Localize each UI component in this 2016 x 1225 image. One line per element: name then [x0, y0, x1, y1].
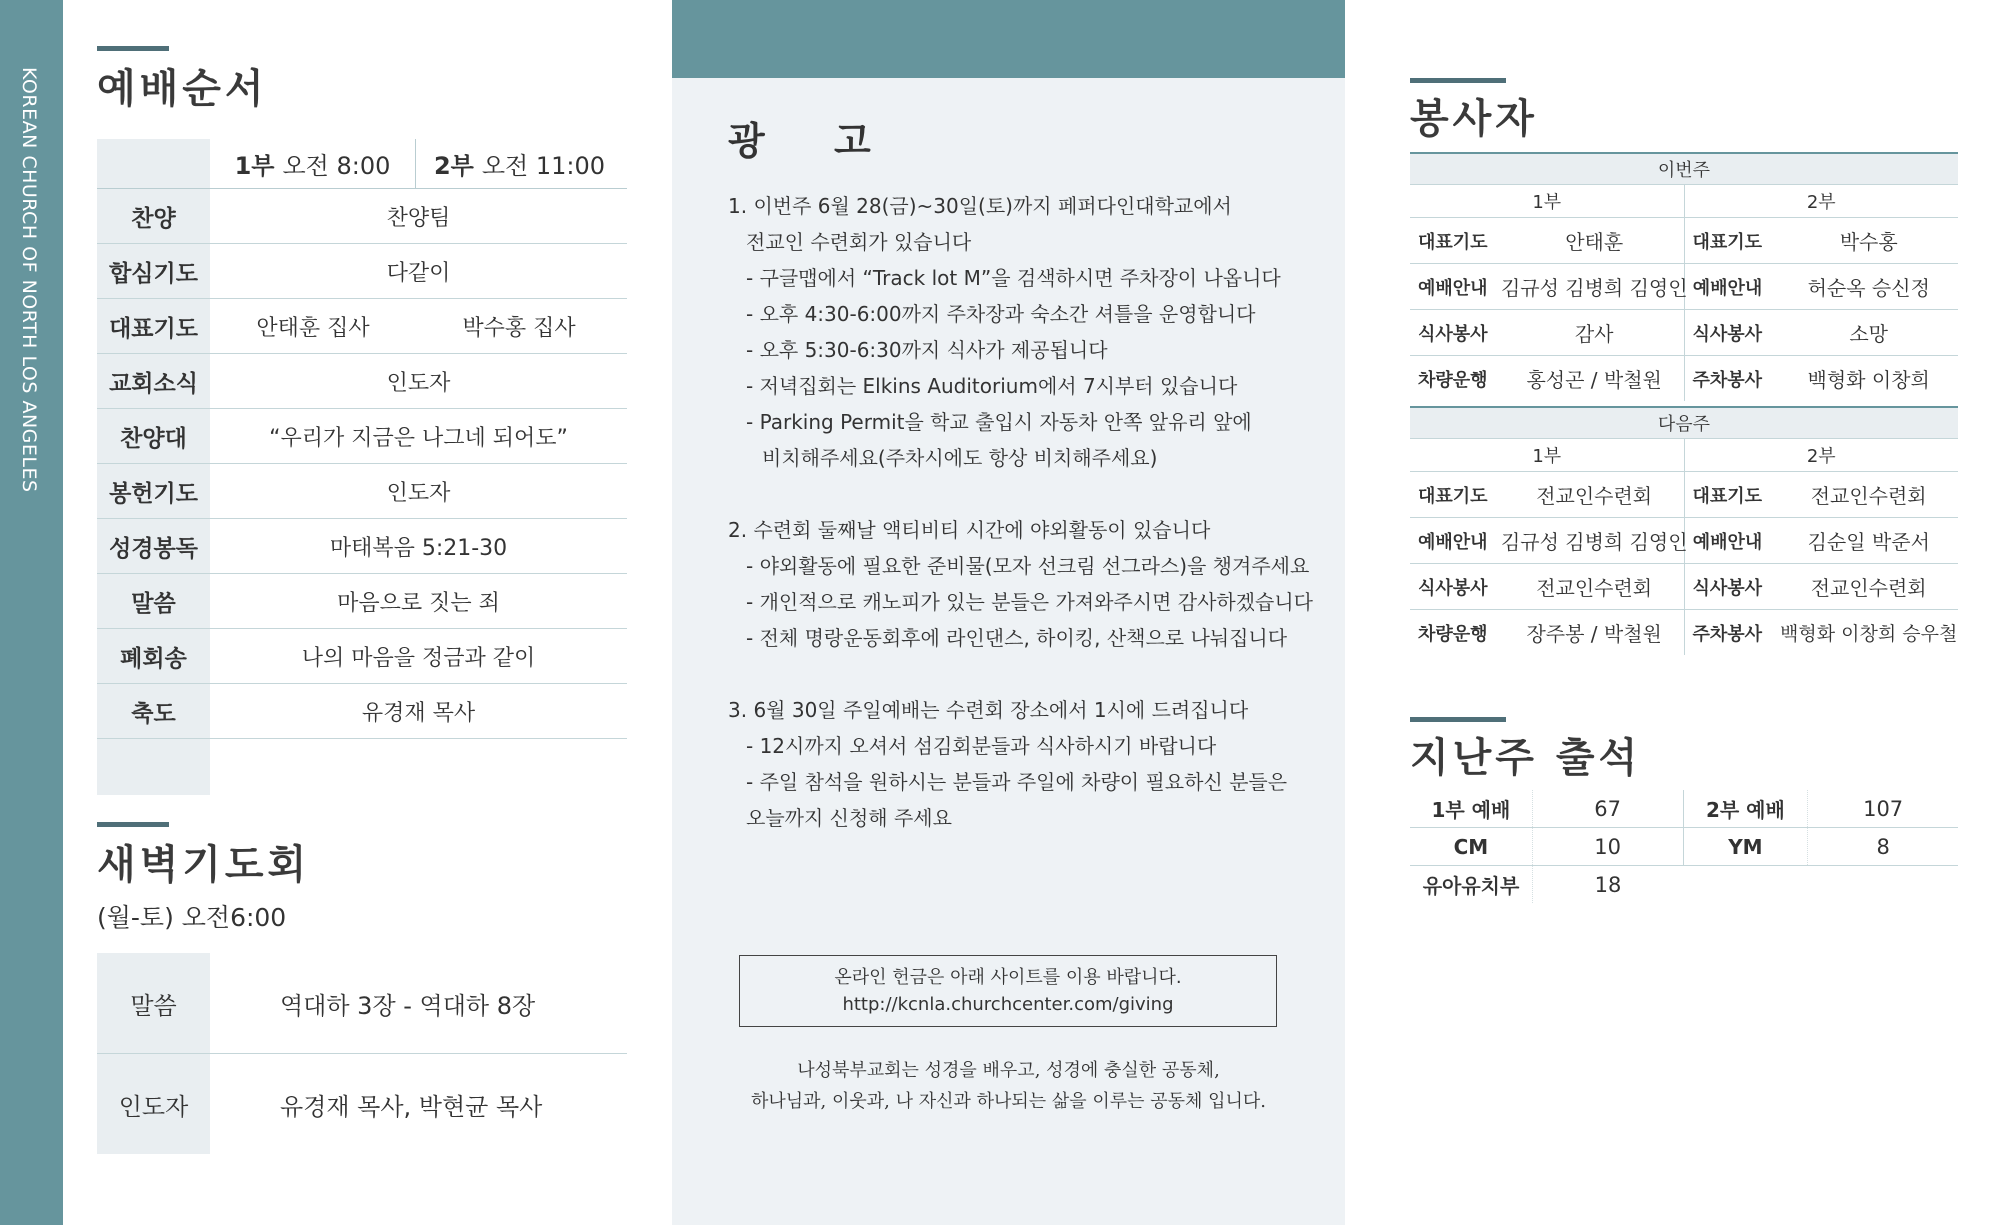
table-row	[1410, 564, 1958, 610]
volunteer-name: 허순옥 승신정	[1807, 276, 1930, 300]
row-label: 축도	[97, 684, 210, 738]
table-row	[97, 299, 627, 354]
row-label: 말씀	[97, 953, 210, 1053]
church-name-vertical: KOREAN CHURCH OF NORTH LOS ANGELES	[18, 67, 40, 493]
attendance-label: 유아유치부	[1422, 874, 1520, 898]
mission-line: 나성북부교회는 성경을 배우고, 성경에 충실한 공동체,	[797, 1060, 1220, 1081]
attendance-label: YM	[1683, 828, 1808, 865]
attendance-table	[1410, 790, 1958, 903]
attendance-count: 10	[1532, 828, 1683, 865]
online-giving-box	[739, 955, 1277, 1027]
part2-label: 2부	[1806, 192, 1836, 213]
week-label: 이번주	[1410, 152, 1958, 185]
role-label: 예배안내	[1418, 531, 1488, 553]
worship-column	[97, 0, 627, 1225]
table-row	[97, 684, 627, 739]
row-label: 교회소식	[97, 354, 210, 408]
table-row	[97, 519, 627, 574]
row-value: 인도자	[386, 370, 451, 396]
part-header	[1410, 439, 1958, 472]
table-row	[1410, 866, 1958, 903]
attendance-count: 8	[1807, 828, 1958, 865]
row-value: 찬양팀	[386, 205, 451, 231]
service2-time: 오전 11:00	[481, 152, 606, 180]
announcement-line: - 전체 명랑운동회후에 라인댄스, 하이킹, 산책으로 나눠집니다	[746, 626, 1288, 650]
table-row	[97, 574, 627, 629]
role-label: 식사봉사	[1692, 323, 1763, 345]
role-label: 주차봉사	[1692, 369, 1763, 391]
announcement-line: - 저녁집회는 Elkins Auditorium에서 7시부터 있습니다	[746, 374, 1238, 398]
volunteer-name: 전교인수련회	[1810, 484, 1927, 508]
role-label: 대표기도	[1418, 485, 1488, 507]
dawn-title: 새벽기도회	[97, 841, 311, 888]
volunteer-name: 백형화 이창희 승우철	[1780, 623, 1958, 645]
role-label: 대표기도	[1692, 231, 1763, 253]
volunteers-this-week-table	[1410, 152, 1958, 401]
header-blank-cell	[97, 139, 210, 188]
table-row	[1410, 310, 1958, 356]
worship-section-header	[97, 46, 268, 114]
announcement-line: 비치해주세요(주차시에도 항상 비치해주세요)	[762, 446, 1158, 470]
table-row	[1410, 356, 1958, 401]
announcement-line: 3. 6월 30일 주일예배는 수련회 장소에서 1시에 드려집니다	[728, 698, 1249, 722]
service1-part: 1부	[234, 152, 275, 180]
role-label: 식사봉사	[1418, 577, 1488, 599]
part1-label: 1부	[1410, 185, 1685, 217]
volunteers-next-week-table	[1410, 406, 1958, 655]
attendance-count: 18	[1532, 866, 1683, 903]
table-row	[97, 629, 627, 684]
worship-title: 예배순서	[97, 65, 268, 112]
volunteer-name: 전교인수련회	[1505, 564, 1685, 609]
role-label: 식사봉사	[1692, 577, 1763, 599]
row-value: 마태복음 5:21-30	[329, 535, 508, 561]
volunteer-name: 전교인수련회	[1810, 576, 1927, 600]
attendance-title: 지난주 출석	[1410, 734, 1642, 781]
announcement-line: 오늘까지 신청해 주세요	[746, 806, 952, 830]
volunteers-column	[1410, 0, 1960, 1225]
row-label: 합심기도	[97, 244, 210, 298]
role-label: 차량운행	[1418, 623, 1488, 645]
attendance-label: 1부 예배	[1431, 798, 1511, 822]
row-value: 인도자	[386, 480, 451, 506]
volunteer-name: 안태훈	[1505, 218, 1685, 263]
section-accent-bar	[97, 46, 169, 51]
side-strip	[0, 0, 63, 1225]
volunteer-name: 백형화 이창희	[1807, 368, 1930, 392]
announcement-line: - 12시까지 오셔서 섬김회분들과 식사하시기 바랍니다	[746, 734, 1217, 758]
attendance-count: 107	[1807, 790, 1958, 827]
row-value-service1: 안태훈 집사	[256, 315, 370, 341]
role-label: 예배안내	[1418, 277, 1488, 299]
dawn-prayer-table	[97, 953, 627, 1154]
role-label: 차량운행	[1418, 369, 1488, 391]
service1-time: 오전 8:00	[282, 152, 391, 180]
volunteer-name: 박수홍	[1839, 230, 1898, 254]
row-value: 마음으로 짓는 죄	[337, 590, 500, 616]
announcements-title: 광 고	[728, 118, 899, 163]
role-label: 식사봉사	[1418, 323, 1488, 345]
part-header	[1410, 185, 1958, 218]
announcement-item	[728, 512, 1338, 656]
mission-line: 하나님과, 이웃과, 나 자신과 하나되는 삶을 이루는 공동체 입니다.	[750, 1091, 1267, 1112]
row-label: 폐회송	[97, 629, 210, 683]
table-row	[97, 464, 627, 519]
volunteer-name: 홍성곤 / 박철원	[1505, 356, 1685, 401]
table-row	[97, 409, 627, 464]
row-value: 다같이	[386, 260, 451, 286]
announcement-line: - Parking Permit을 학교 출입시 자동차 안쪽 앞유리 앞에	[746, 410, 1252, 434]
announcement-line: - 야외활동에 필요한 준비물(모자 선크림 선그라스)을 챙겨주세요	[746, 554, 1310, 578]
announcements-column	[672, 0, 1345, 1225]
service2-header	[416, 139, 623, 188]
table-row	[97, 953, 627, 1054]
giving-text: 온라인 헌금은 아래 사이트를 이용 바랍니다.	[834, 967, 1182, 988]
volunteer-name: 김규성 김병희 김영인	[1505, 264, 1685, 309]
worship-table-header	[97, 139, 627, 189]
section-accent-bar	[1410, 78, 1506, 83]
row-value: 나의 마음을 정금과 같이	[301, 645, 536, 671]
row-label: 찬양	[97, 189, 210, 243]
week-label: 다음주	[1410, 406, 1958, 439]
service1-header	[210, 139, 416, 188]
volunteer-name: 소망	[1849, 322, 1888, 346]
attendance-label: 2부 예배	[1683, 790, 1808, 827]
row-label: 대표기도	[97, 299, 210, 353]
attendance-label: CM	[1453, 834, 1489, 859]
volunteers-title: 봉사자	[1410, 95, 1538, 142]
announcement-line: 전교인 수련회가 있습니다	[746, 230, 972, 254]
row-value: 유경재 목사	[361, 700, 476, 726]
role-label: 대표기도	[1418, 231, 1488, 253]
section-accent-bar	[1410, 717, 1506, 722]
volunteer-name: 김순일 박준서	[1807, 530, 1930, 554]
table-row	[97, 244, 627, 299]
row-value: 유경재 목사, 박현균 목사	[280, 1092, 543, 1121]
announcement-line: 2. 수련회 둘째날 액티비티 시간에 야외활동이 있습니다	[728, 518, 1211, 542]
table-row	[97, 1054, 627, 1154]
announcements-top-band	[672, 0, 1345, 78]
table-row	[1410, 218, 1958, 264]
volunteers-section-header	[1410, 78, 1538, 144]
part2-label: 2부	[1806, 446, 1836, 467]
row-label: 찬양대	[97, 409, 210, 463]
attendance-count: 67	[1532, 790, 1683, 827]
volunteer-name: 전교인수련회	[1505, 472, 1685, 517]
table-row	[1410, 518, 1958, 564]
section-accent-bar	[97, 822, 169, 827]
row-label: 인도자	[97, 1054, 210, 1154]
announcement-line: - 주일 참석을 원하시는 분들과 주일에 차량이 필요하신 분들은	[746, 770, 1288, 794]
table-row	[97, 354, 627, 409]
row-label: 봉헌기도	[97, 464, 210, 518]
row-value: 역대하 3장 - 역대하 8장	[280, 991, 536, 1020]
service2-part: 2부	[433, 152, 474, 180]
row-label: 말씀	[97, 574, 210, 628]
announcement-item	[728, 692, 1338, 836]
giving-url-link[interactable]: http://kcnla.churchcenter.com/giving	[842, 994, 1174, 1015]
role-label: 예배안내	[1692, 531, 1763, 553]
table-row	[1410, 828, 1958, 866]
table-row-empty	[97, 739, 627, 795]
announcement-list	[728, 188, 1338, 872]
volunteer-name: 감사	[1505, 310, 1685, 355]
volunteer-name: 김규성 김병희 김영인	[1505, 518, 1685, 563]
table-row	[97, 189, 627, 244]
row-label-empty	[97, 739, 210, 795]
table-row	[1410, 790, 1958, 828]
announcement-line: - 구글맵에서 “Track lot M”을 검색하시면 주차장이 나옵니다	[746, 266, 1281, 290]
dawn-section-header	[97, 822, 310, 934]
row-value-service2: 박수홍 집사	[462, 315, 576, 341]
part1-label: 1부	[1410, 439, 1685, 471]
announcement-line: - 오후 5:30-6:30까지 식사가 제공됩니다	[746, 338, 1108, 362]
announcement-line: - 오후 4:30-6:00까지 주차장과 숙소간 셔틀을 운영합니다	[746, 302, 1256, 326]
dawn-schedule: (월-토) 오전6:00	[97, 903, 287, 932]
announcement-line: 1. 이번주 6월 28(금)~30일(토)까지 페퍼다인대학교에서	[728, 194, 1232, 218]
volunteer-name: 장주봉 / 박철원	[1505, 610, 1685, 655]
announcement-line: - 개인적으로 캐노피가 있는 분들은 가져와주시면 감사하겠습니다	[746, 590, 1314, 614]
attendance-section-header	[1410, 717, 1641, 783]
announcement-item	[728, 188, 1338, 476]
role-label: 대표기도	[1692, 485, 1763, 507]
role-label: 주차봉사	[1692, 623, 1763, 645]
worship-order-table	[97, 139, 627, 795]
role-label: 예배안내	[1692, 277, 1763, 299]
table-row	[1410, 264, 1958, 310]
table-row	[1410, 610, 1958, 655]
row-label: 성경봉독	[97, 519, 210, 573]
row-value: “우리가 지금은 나그네 되어도”	[269, 425, 568, 451]
mission-statement	[672, 1055, 1345, 1117]
table-row	[1410, 472, 1958, 518]
